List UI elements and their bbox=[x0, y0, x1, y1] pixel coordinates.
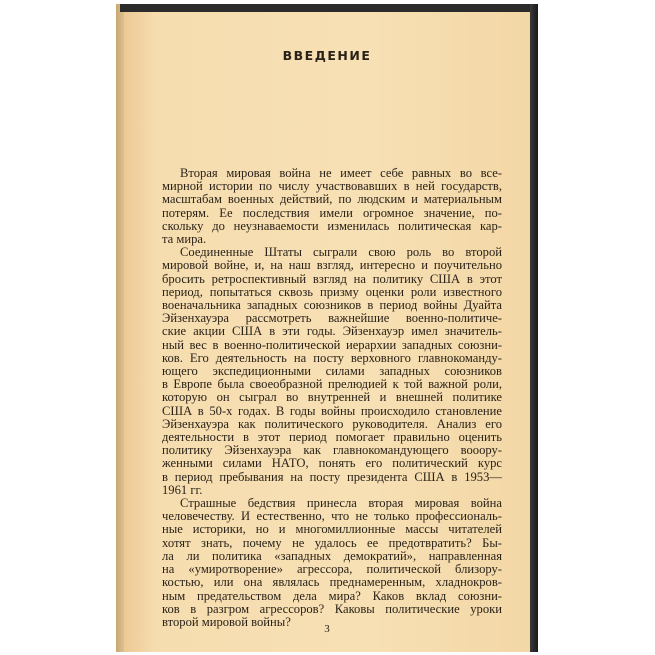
text-line: в период пребывания на посту президента США в 1953— bbox=[162, 469, 502, 484]
text-line: бросить ретроспективный взгляд на политику США в этот bbox=[162, 271, 502, 286]
body-text bbox=[162, 167, 502, 629]
text-line: ющего экспедиционными силами западных союзников bbox=[162, 364, 502, 379]
text-line: Эйзенхауэра как политического руководителя. Анализ его bbox=[162, 416, 502, 431]
text-line: 1961 гг. bbox=[162, 482, 203, 497]
text-line: ков в разгром агрессоров? Каковы политические уроки bbox=[162, 601, 502, 616]
text-line: Страшные бедствия принесла вторая мировая война bbox=[180, 496, 502, 511]
text-line: ков. Его деятельность на посту верховного главнокоманду- bbox=[162, 350, 502, 365]
paragraph bbox=[162, 167, 502, 246]
text-line: ные историки, но и многомиллионные массы читателей bbox=[162, 522, 502, 537]
page-number: 3 bbox=[324, 623, 330, 635]
text-line: политику Эйзенхауэра как главнокомандующего вооору- bbox=[162, 443, 502, 458]
text-line: ный вес в военно-политической иерархии западных союзни- bbox=[162, 337, 502, 352]
text-line: масштабам военных действий, по людским и материальным bbox=[162, 192, 502, 207]
text-line: потерям. Ее последствия имели огромное значение, по- bbox=[162, 205, 502, 220]
text-line: скольку до неузнаваемости изменилась политическая кар- bbox=[162, 218, 502, 233]
text-line: Эйзенхауэра рассмотреть важнейшие военно-политиче- bbox=[162, 311, 502, 326]
text-line: мирной истории по числу участвовавших в ней государств, bbox=[162, 179, 502, 194]
text-line: мировой войне, и, на наш взгляд, интересно и поучительно bbox=[162, 258, 502, 273]
text-line: та мира. bbox=[162, 232, 207, 247]
text-line: ла ли политика «западных демократий», направленная bbox=[162, 548, 502, 563]
cover-top-band bbox=[120, 4, 538, 12]
text-line: на «умиротворение» агрессора, политической близору- bbox=[162, 562, 502, 577]
text-line: деятельности в этот период помогает правильно оценить bbox=[162, 430, 502, 445]
page-title: ВВЕДЕНИЕ bbox=[282, 48, 372, 63]
text-line: период, попытаться сквозь призму оценки роли известного bbox=[162, 284, 502, 299]
text-line: второй мировой войны? bbox=[162, 614, 291, 629]
text-line: женными силами НАТО, понять его политический курс bbox=[162, 456, 502, 471]
text-line: ские акции США в эти годы. Эйзенхауэр имел значитель- bbox=[162, 324, 502, 339]
text-line: Соединенные Штаты сыграли свою роль во второй bbox=[180, 245, 502, 260]
text-line: хотят знать, почему не удалось ее предотвратить? Бы- bbox=[162, 535, 502, 550]
text-line: Вторая мировая война не имеет себе равных во все- bbox=[180, 166, 502, 180]
text-line: человечеству. И естественно, что не только профессиональ- bbox=[162, 509, 502, 524]
text-line: костью, или она являлась преднамеренным, хладнокров- bbox=[162, 575, 502, 590]
book-cover-edge bbox=[530, 4, 538, 652]
text-line: в Европе была своеобразной прелюдией к той важной роли, bbox=[162, 377, 502, 392]
text-line: военачальника западных союзников в период войны Дуайта bbox=[162, 298, 502, 313]
text-line: ным предательством дела мира? Каков вклад союзни- bbox=[162, 588, 502, 603]
text-line: США в 50-х годах. В годы войны происходило становление bbox=[162, 403, 502, 418]
text-line: которую он сыграл во внутренней и внешней политике bbox=[162, 390, 502, 405]
paragraph bbox=[162, 246, 502, 497]
paragraph bbox=[162, 497, 502, 629]
book-page bbox=[124, 12, 530, 652]
